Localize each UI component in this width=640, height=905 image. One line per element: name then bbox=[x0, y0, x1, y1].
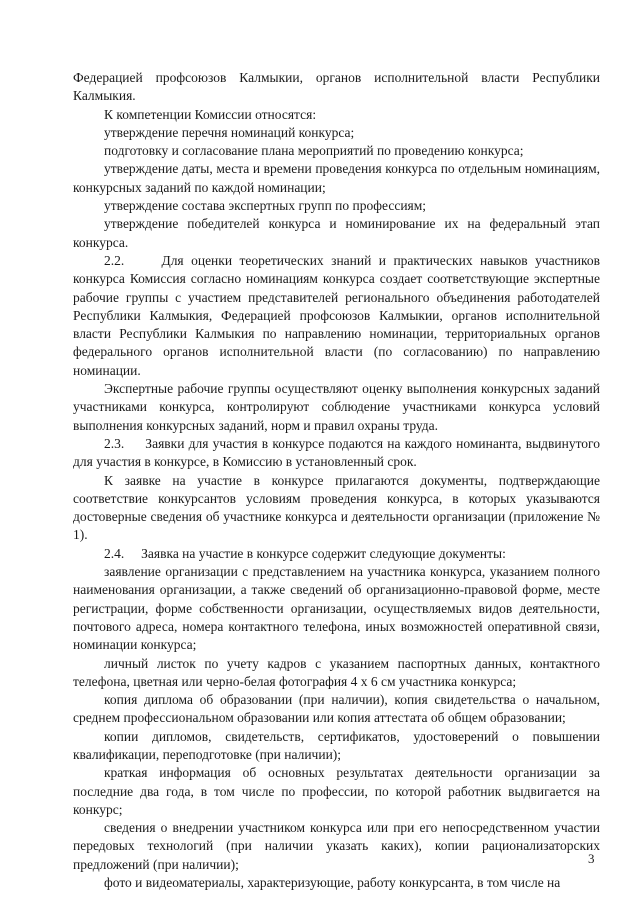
paragraph-competence-intro: К компетенции Комиссии относятся: bbox=[104, 106, 317, 122]
list-item-winners: утверждение победителей конкурса и номинирование их на федеральный этап конкурса. bbox=[73, 216, 600, 250]
paragraph-attachments: К заявке на участие в конкурсе прилагаются документы, подтверждающие соответствие конкурсантов условиям проведения конкурса, в которых указываются достоверные сведения об участнике конкурса и деятельности организации (приложение № 1). bbox=[73, 472, 600, 543]
list-item-personnel-sheet: личный листок по учету кадров с указанием паспортных данных, контактного телефона, цветная или черно-белая фотография 4 х 6 см участника конкурса; bbox=[73, 655, 600, 689]
paragraph-continuation: Федерацией профсоюзов Калмыкии, органов исполнительной власти Республики Калмыкия. bbox=[73, 70, 600, 104]
list-item-media: фото и видеоматериалы, характеризующие, работу конкурсанта, в том числе на bbox=[104, 875, 561, 891]
page-body bbox=[73, 69, 604, 892]
list-item-certificates: копии дипломов, свидетельств, сертификатов, удостоверений о повышении квалификации, переподготовке (при наличии); bbox=[73, 728, 600, 762]
list-item-application: заявление организации с представлением на участника конкурса, указанием полного наименования организации, а также сведений об организационно-правовой форме, месте регистрации, форме собственности организации, осуществляемых видов деятельности, почтового адреса, номера контактного телефона, иных возможностей оперативной связи, номинации конкурса; bbox=[73, 564, 600, 653]
list-item-diploma: копия диплома об образовании (при наличии), копия свидетельства о начальном, среднем профессиональном образовании или копия аттестата об общем образовании; bbox=[73, 692, 600, 726]
list-item-expert-groups: утверждение состава экспертных групп по профессиям; bbox=[104, 198, 427, 214]
list-item-dates: утверждение даты, места и времени проведения конкурса по отдельным номинациям, конкурсных заданий по каждой номинации; bbox=[73, 161, 600, 195]
page-number: 3 bbox=[588, 851, 595, 866]
paragraph-expert-groups: Экспертные рабочие группы осуществляют оценку выполнения конкурсных заданий участниками конкурса, контролируют соблюдение участниками конкурса условий выполнения конкурсных заданий, норм и правил охраны труда. bbox=[73, 381, 600, 433]
list-item-brief-info: краткая информация об основных результатах деятельности организации за последние два года, в том числе по профессии, по которой работник выдвигается на конкурс; bbox=[73, 765, 600, 817]
list-item-plan: подготовку и согласование плана мероприятий по проведению конкурса; bbox=[104, 143, 524, 159]
list-item-nominations: утверждение перечня номинаций конкурса; bbox=[104, 124, 355, 140]
section-2-3: 2.3. Заявки для участия в конкурсе подаются на каждого номинанта, выдвинутого для участия в конкурсе, в Комиссию в установленный срок. bbox=[73, 435, 604, 470]
section-2-2: 2.2. Для оценки теоретических знаний и практических навыков участников конкурса Комиссия согласно номинациям конкурса создает соответствующие экспертные рабочие группы с участием представителей регионального объединения работодателей Республики Калмыкия, Федерацией профсоюзов Калмыкии, органов исполнительной власти Республики Калмыкия по направлению номинации, территориальных органов федерального органов исполнительной власти (по согласованию) по направлению номинации. bbox=[73, 252, 604, 378]
section-2-4: 2.4. Заявка на участие в конкурсе содержит следующие документы: bbox=[104, 545, 506, 561]
list-item-innovations: сведения о внедрении участником конкурса или при его непосредственном участии передовых технологий (при наличии указать каких), копии рационализаторских предложений (при наличии); bbox=[73, 820, 600, 872]
